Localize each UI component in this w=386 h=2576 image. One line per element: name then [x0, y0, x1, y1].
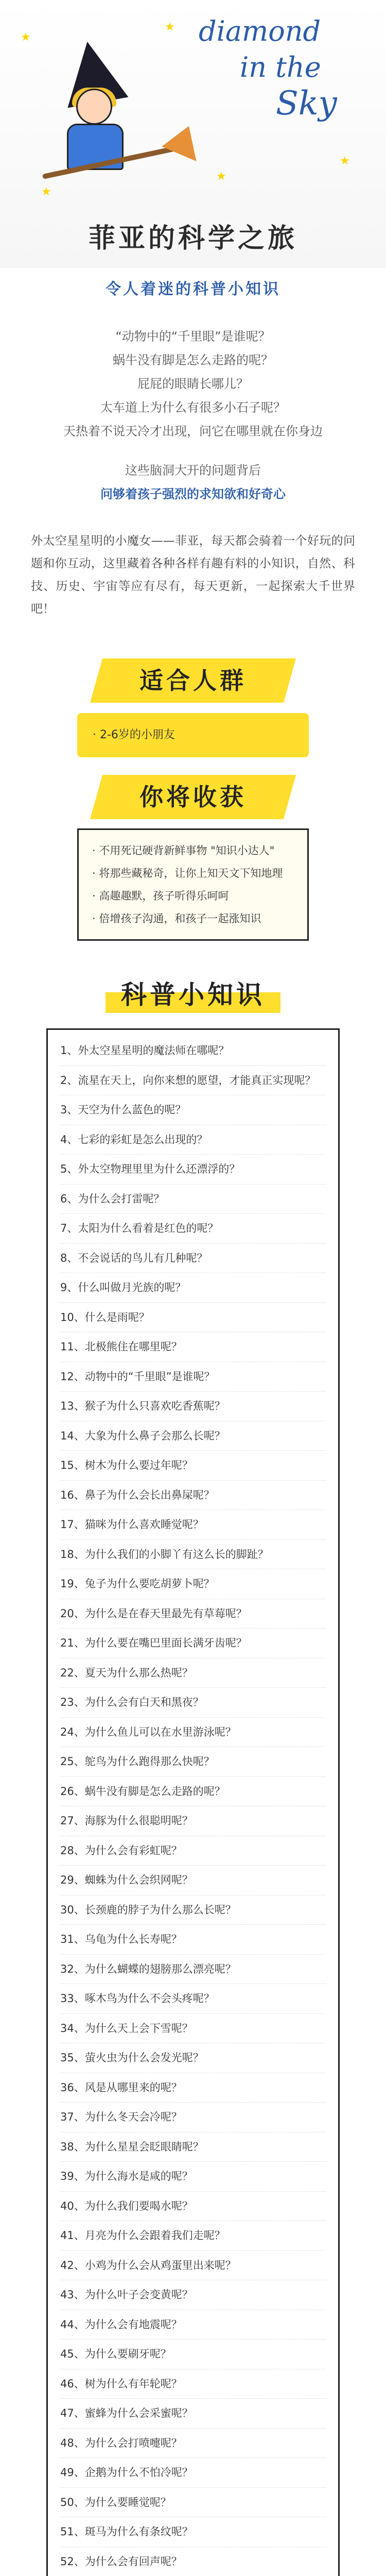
intro-quote: 天热着不说天冷才出现，问它在哪里就在你身边	[63, 424, 323, 438]
knowledge-item: 30、长颈鹿的脖子为什么那么长呢？	[60, 1895, 326, 1925]
knowledge-item: 1、外太空星星明的魔法师在哪呢？	[60, 1036, 326, 1066]
knowledge-item: 14、大象为什么鼻子会那么长呢？	[60, 1421, 326, 1451]
witch-face	[76, 89, 112, 125]
knowledge-item: 50、为什么要睡觉呢？	[60, 2488, 326, 2518]
knowledge-item: 18、为什么我们的小脚丫有这么长的脚趾？	[60, 1540, 326, 1570]
knowledge-item: 3、天空为什么蓝色的呢？	[60, 1095, 326, 1125]
knowledge-item: 29、蜘蛛为什么会织网呢？	[60, 1866, 326, 1895]
knowledge-item: 20、为什么是在春天里最先有草莓呢？	[60, 1599, 326, 1629]
english-title-line3: Sky	[276, 84, 337, 123]
knowledge-item: 21、为什么要在嘴巴里面长满牙齿呢？	[60, 1629, 326, 1658]
knowledge-item: 28、为什么会有彩虹呢？	[60, 1836, 326, 1866]
intro-note: 这些脑洞大开的问题背后	[125, 463, 261, 478]
knowledge-title: 科普小知识	[121, 980, 265, 1010]
intro-quotes	[0, 314, 386, 511]
star-icon: ★	[340, 155, 350, 167]
english-title-line1: diamond	[199, 15, 321, 47]
english-title	[199, 13, 374, 147]
knowledge-list	[46, 1028, 340, 2576]
hero-banner	[0, 0, 386, 268]
knowledge-item: 5、外太空物理里里为什么还漂浮的？	[60, 1155, 326, 1184]
knowledge-item: 12、动物中的“千里眼”是谁呢？	[60, 1362, 326, 1392]
knowledge-item: 15、树木为什么要过年呢？	[60, 1451, 326, 1481]
intro-quote: “动物中的“千里眼”是谁呢？	[115, 329, 271, 344]
intro-quote: 太车道上为什么有很多小石子呢？	[100, 400, 286, 415]
knowledge-item: 7、太阳为什么看着是红色的呢？	[60, 1214, 326, 1244]
knowledge-item: 19、兔子为什么要吃胡萝卜呢？	[60, 1569, 326, 1599]
audience-item: · 2-6岁的小朋友	[93, 728, 175, 741]
gain-item: · 倍增孩子沟通，和孩子一起涨知识	[92, 912, 261, 925]
knowledge-item: 41、月亮为什么会跟着我们走呢？	[60, 2221, 326, 2251]
audience-title: 适合人群	[139, 667, 247, 694]
intro-quote: 屁屁的眼睛长哪儿？	[137, 377, 249, 391]
subtitle-bar	[0, 268, 386, 314]
knowledge-item: 34、为什么天上会下雪呢？	[60, 2014, 326, 2044]
broom-brush	[159, 126, 196, 168]
knowledge-item: 44、为什么会有地震呢？	[60, 2310, 326, 2340]
knowledge-item: 48、为什么会打喷嚏呢？	[60, 2429, 326, 2459]
knowledge-item: 40、为什么我们要喝水呢？	[60, 2192, 326, 2222]
knowledge-item: 35、萤火虫为什么会发光呢？	[60, 2043, 326, 2073]
star-icon: ★	[41, 185, 51, 198]
knowledge-item: 49、企鹅为什么不怕冷呢？	[60, 2458, 326, 2488]
knowledge-item: 10、什么是雨呢？	[60, 1303, 326, 1333]
knowledge-item: 38、为什么星星会眨眼睛呢？	[60, 2132, 326, 2162]
intro-description: 外太空星星明的小魔女——菲亚，每天都会骑着一个好玩的问题和你互动，这里藏着各种各样有趣有料的小知识，自然、科技、历史、宇宙等应有尽有，每天更新，一起探索大千世界吧！	[31, 534, 355, 616]
page-subtitle: 令人着迷的科普小知识	[106, 280, 280, 298]
intro-quote: 蜗牛没有脚是怎么走路的呢？	[113, 353, 273, 367]
knowledge-item: 23、为什么会有白天和黑夜？	[60, 1688, 326, 1718]
knowledge-item: 32、为什么蝴蝶的翅膀那么漂亮呢？	[60, 1955, 326, 1985]
knowledge-item: 45、为什么要刷牙呢？	[60, 2340, 326, 2369]
knowledge-item: 13、猴子为什么只喜欢吃香蕉呢？	[60, 1392, 326, 1421]
knowledge-item: 43、为什么叶子会变黄呢？	[60, 2280, 326, 2310]
gain-item: · 将那些藏秘奇，让你上知天文下知地理	[92, 867, 283, 879]
star-icon: ★	[21, 31, 31, 44]
page-title: 菲亚的科学之旅	[88, 223, 297, 254]
knowledge-item: 33、啄木鸟为什么不会头疼呢？	[60, 1984, 326, 2014]
knowledge-item: 9、什么叫做月光族的呢？	[60, 1273, 326, 1303]
knowledge-item: 25、鸵鸟为什么跑得那么快呢？	[60, 1747, 326, 1777]
star-icon: ★	[216, 170, 226, 183]
knowledge-item: 39、为什么海水是咸的呢？	[60, 2162, 326, 2192]
audience-card	[77, 713, 309, 757]
knowledge-header	[85, 972, 301, 1018]
star-icon: ★	[165, 21, 175, 33]
knowledge-item: 2、流星在天上，向你来想的愿望，才能真正实现呢？	[60, 1066, 326, 1096]
knowledge-item: 16、鼻子为什么会长出鼻屎呢？	[60, 1481, 326, 1511]
knowledge-item: 52、为什么会有回声呢？	[60, 2547, 326, 2576]
english-title-line2: in the	[240, 51, 321, 83]
gain-item: · 不用死记硬背新鲜事物 "知识小达人"	[92, 844, 275, 857]
knowledge-item: 17、猫咪为什么喜欢睡觉呢？	[60, 1510, 326, 1540]
knowledge-item: 8、不会说话的鸟儿有几种呢？	[60, 1244, 326, 1274]
knowledge-item: 31、乌龟为什么长寿呢？	[60, 1925, 326, 1955]
knowledge-item: 37、为什么冬天会冷呢？	[60, 2103, 326, 2132]
knowledge-item: 4、七彩的彩虹是怎么出现的？	[60, 1125, 326, 1155]
knowledge-item: 6、为什么会打雷呢？	[60, 1184, 326, 1214]
knowledge-item: 22、夏天为什么那么热呢？	[60, 1658, 326, 1688]
knowledge-item: 27、海豚为什么很聪明呢？	[60, 1806, 326, 1836]
knowledge-item: 47、蜜蜂为什么会采蜜呢？	[60, 2399, 326, 2429]
knowledge-item: 36、风是从哪里来的呢？	[60, 2073, 326, 2103]
knowledge-item: 46、树为什么有年轮呢？	[60, 2369, 326, 2399]
knowledge-item: 42、小鸡为什么会从鸡蛋里出来呢？	[60, 2251, 326, 2281]
gains-header	[90, 775, 296, 819]
gains-box	[77, 828, 309, 941]
knowledge-item: 51、斑马为什么有条纹呢？	[60, 2517, 326, 2547]
knowledge-item: 11、北极熊住在哪里呢？	[60, 1332, 326, 1362]
gain-item: · 高趣趣默，孩子听得乐呵呵	[92, 890, 229, 902]
gains-title: 你将收获	[139, 783, 247, 811]
intro-note-highlight: 问够着孩子强烈的求知欲和好奇心	[100, 487, 286, 501]
witch-illustration	[31, 41, 185, 196]
knowledge-item: 26、蜗牛没有脚是怎么走路的呢？	[60, 1777, 326, 1807]
knowledge-item: 24、为什么鱼儿可以在水里游泳呢？	[60, 1718, 326, 1748]
audience-header	[90, 658, 296, 703]
